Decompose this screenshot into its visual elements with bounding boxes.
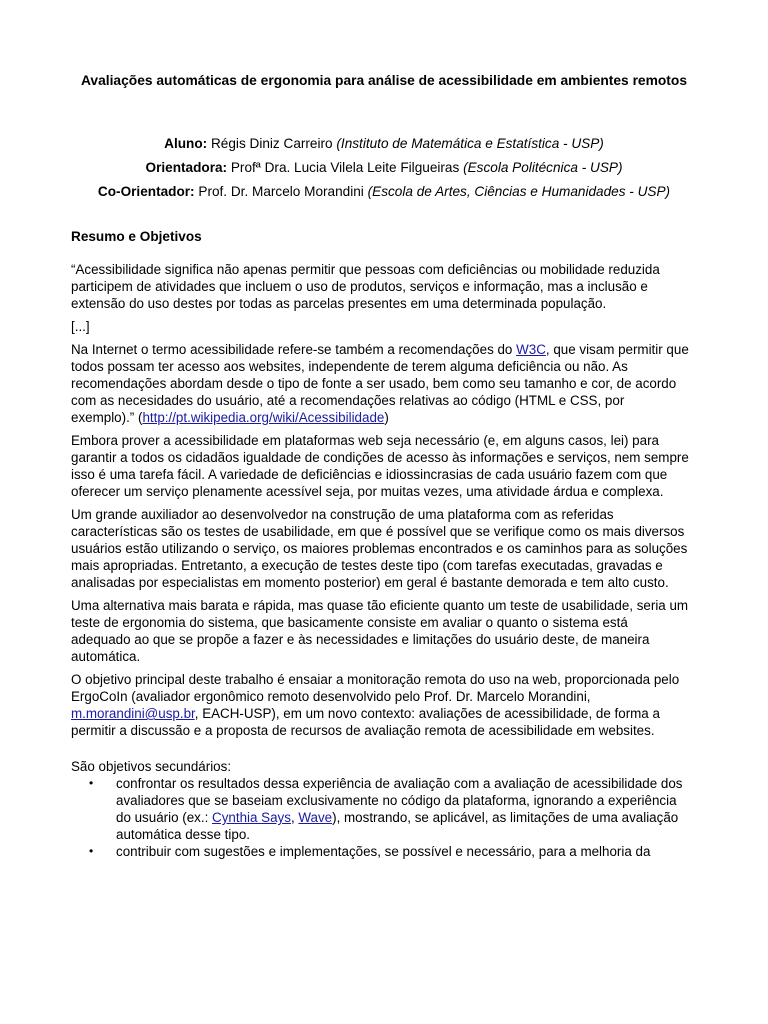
p3-text-c: ) (384, 410, 389, 425)
orientadora-name: Profª Dra. Lucia Vilela Leite Filgueiras (230, 160, 460, 175)
list-item (89, 775, 691, 843)
wave-link[interactable]: Wave (298, 810, 333, 825)
w3c-link[interactable]: W3C (516, 342, 546, 357)
paragraph-3 (71, 341, 691, 426)
authors-block (40, 132, 728, 204)
document-title: Avaliações automáticas de ergonomia para análise de acessibilidade em ambientes remotos (80, 73, 688, 88)
b1-text-a: confrontar os resultados dessa experiência de avaliação com a avaliação de acessibilidade dos avaliadores que se baseiam exclusivamente no código da plataforma, ignorando a experiência do usuário (ex.: (116, 776, 683, 825)
p3-text-b: , que visam permitir que todos possam ter acesso aos websites, independente de terem alguma deficiência ou não. As recomendações abordam desde o tipo de fonte a ser usado, bem como seu tamanho e cor, de acordo com as necesidades do usuário, até a recomendações relativas ao código (HTML e CSS, por exemplo).” ( (71, 342, 689, 425)
orientadora-institution: (Escola Politécnica - USP) (463, 160, 623, 175)
coorientador-label: Co-Orientador: (97, 184, 195, 199)
coorientador-name: Prof. Dr. Marcelo Morandini (198, 184, 364, 199)
wikipedia-link[interactable]: http://pt.wikipedia.org/wiki/Acessibilidade (142, 410, 385, 425)
author-line-coorientador (40, 180, 728, 204)
coorientador-institution: (Escola de Artes, Ciências e Humanidades - USP) (367, 184, 671, 199)
paragraph-1: “Acessibilidade significa não apenas permitir que pessoas com deficiências ou mobilidade reduzida participem de atividades que incluem o uso de produtos, serviços e informação, mas a inclusão e extensão do uso destes por todas as parcelas presentes em uma determinada população. (71, 262, 660, 311)
author-line-orientadora (40, 156, 728, 180)
paragraph-ellipsis: [...] (71, 319, 90, 334)
email-link[interactable]: m.morandini@usp.br (71, 706, 195, 721)
author-line-aluno (40, 132, 728, 156)
b2-text: contribuir com sugestões e implementações, se possível e necessário, para a melhoria da (116, 844, 651, 859)
paragraph-5: Um grande auxiliador ao desenvolvedor na construção de uma plataforma com as referidas características são os testes de usabilidade, em que é possível que se verifique como os mais diversos usuários estão utilizando o serviço, os maiores problemas encontrados e os caminhos para as soluções mais apropriadas. Entretanto, a execução de testes deste tipo (com tarefas executadas, gravadas e analisadas por especialistas em momento posterior) em geral é bastante demorada e tem alto custo. (71, 507, 688, 590)
cynthia-says-link[interactable]: Cynthia Says (212, 810, 291, 825)
bullet-icon: • (89, 844, 94, 858)
p3-text-a: Na Internet o termo acessibilidade refere-se também a recomendações do (71, 342, 517, 357)
spacer (71, 745, 691, 758)
section-heading: Resumo e Objetivos (71, 229, 202, 244)
objectives-list (71, 775, 691, 860)
aluno-name: Régis Diniz Carreiro (210, 136, 333, 151)
paragraph-6: Uma alternativa mais barata e rápida, mas quase tão eficiente quanto um teste de usabilidade, seria um teste de ergonomia do sistema, que basicamente consiste em avaliar o quanto o sistema está adequado ao que se propõe a fazer e às necessidades e limitações do usuário deste, de maneira automática. (71, 598, 689, 664)
aluno-label: Aluno: (164, 136, 208, 151)
paragraph-4: Embora prover a acessibilidade em plataformas web seja necessário (e, em alguns casos, lei) para garantir a todos os cidadãos igualdade de condições de acesso às informações e serviços, nem sempre isso é uma tarefa fácil. A variedade de deficiências e idiossincrasias de cada usuário fazem com que oferecer um serviço plenamente acessível seja, por muitas vezes, uma atividade árdua e complexa. (71, 433, 689, 499)
document-body (71, 261, 691, 860)
orientadora-label: Orientadora: (145, 160, 228, 175)
list-item (89, 843, 691, 860)
b1-separator: , (290, 810, 299, 825)
b1-text-b: ), mostrando, se aplicável, as limitações de uma avaliação automática desse tipo. (116, 810, 679, 842)
p7-text-a: O objetivo principal deste trabalho é ensaiar a monitoração remota do uso na web, proporcionada pelo ErgoCoIn (avaliador ergonômico remoto desenvolvido pelo Prof. Dr. Marcelo Morandini, (71, 672, 680, 704)
aluno-institution: (Instituto de Matemática e Estatística - USP) (336, 136, 604, 151)
p7-text-b: , EACH-USP), em um novo contexto: avaliações de acessibilidade, de forma a permitir a discussão e a proposta de recursos de avaliação remota de acessibilidade em websites. (71, 706, 660, 738)
paragraph-7 (71, 671, 691, 739)
paragraph-8: São objetivos secundários: (71, 759, 232, 774)
bullet-icon: • (89, 776, 94, 790)
